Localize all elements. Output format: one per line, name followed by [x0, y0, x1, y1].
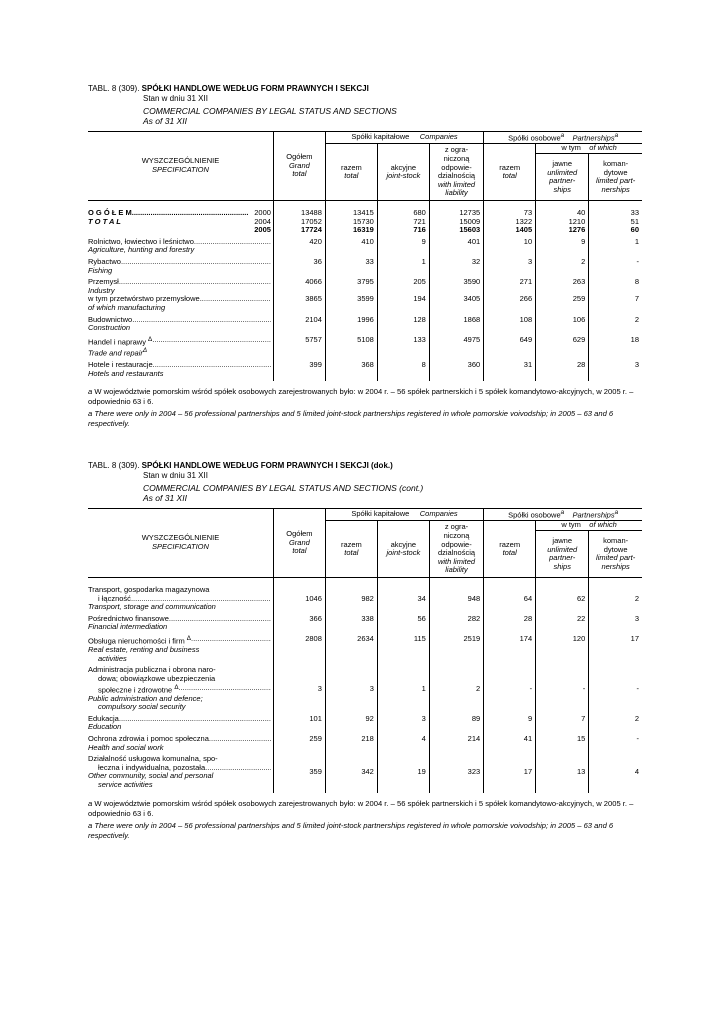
- table-cell: 2: [589, 712, 642, 732]
- table-cell: 108: [484, 313, 536, 333]
- row-label: Rybactwo ..... Fishing: [88, 255, 273, 275]
- table-cell: 62: [536, 586, 589, 612]
- year-label: 2000: [254, 208, 271, 218]
- table-cell: 266: [484, 295, 536, 312]
- table-row: [88, 752, 642, 789]
- table-cell: 263: [536, 275, 589, 295]
- table-cell: 41: [484, 732, 536, 752]
- table-cell: [589, 578, 642, 587]
- table-cell: 2: [536, 255, 589, 275]
- table-cell: 13488 17052 17724: [273, 209, 325, 235]
- row-label: Obsługa nieruchomości i firm $^\Delta$ ..... Real estate, renting and business activities: [88, 632, 273, 663]
- table-cell: [325, 378, 377, 381]
- unlimited-header: jawne unlimited partner- ships: [536, 154, 589, 201]
- table-cell: 948: [429, 586, 483, 612]
- of-which-header: w tym of which: [536, 521, 642, 531]
- table-cell: [273, 790, 325, 793]
- table-cell: [325, 790, 377, 793]
- table-cell: [377, 378, 429, 381]
- table-2-block: [88, 461, 642, 843]
- table-cell: [536, 378, 589, 381]
- table-cell: 32: [429, 255, 483, 275]
- table-row: [88, 663, 642, 711]
- table-cell: [273, 378, 325, 381]
- table-cell: 3: [589, 612, 642, 632]
- total-label: O G Ó Ł E M: [88, 208, 132, 218]
- table-cell: -: [589, 255, 642, 275]
- table-cell: 2: [589, 586, 642, 612]
- table-cell: 214: [429, 732, 483, 752]
- table-cell: 649: [484, 333, 536, 358]
- table-cell: 89: [429, 712, 483, 732]
- table-label: TABL. 8 (309).: [88, 461, 140, 470]
- limited-partnerships-header: koman- dytowe limited part- nerships: [589, 154, 642, 201]
- table-cell: 982: [325, 586, 377, 612]
- table-cell: 342: [325, 752, 377, 789]
- table-cell: 56: [377, 612, 429, 632]
- joint-stock-header: akcyjne joint-stock: [377, 144, 429, 201]
- table-row: [88, 255, 642, 275]
- table-cell: 120: [536, 632, 589, 663]
- table-subtitle: Stan w dniu 31 XII: [143, 94, 208, 103]
- table-row: [88, 732, 642, 752]
- table-cell: 410: [325, 235, 377, 255]
- table-cell: 10: [484, 235, 536, 255]
- row-label: Budownictwo ..... Construction: [88, 313, 273, 333]
- table-cell: 205: [377, 275, 429, 295]
- table-cell: 3: [377, 712, 429, 732]
- table-cell: 5108: [325, 333, 377, 358]
- row-label: Rolnictwo, łowiectwo i leśnictwo ..... Agriculture, hunting and forestry: [88, 235, 273, 255]
- table-cell: [536, 790, 589, 793]
- table-cell: 92: [325, 712, 377, 732]
- table-row: [88, 333, 642, 358]
- table-cell: 1: [377, 663, 429, 711]
- table-title-en: COMMERCIAL COMPANIES BY LEGAL STATUS AND SECTIONS (cont.): [143, 483, 424, 493]
- table-cell: 17: [589, 632, 642, 663]
- footnote-2: a W województwie pomorskim wśród spółek osobowych zarejestrowanych było: w 2004 r. – 56 spółek partnerskich i 5 spółek komandytowo-akcyjnych, w 2005 r. – odpowiednio 63 i 6. a There were only in 2004 – 56 professional partnerships and 5 limited joint-stock partnerships registered in whole pomorskie voivodship; in 2005 – 63 and 6 respectively.: [88, 798, 634, 840]
- table-cell: [589, 378, 642, 381]
- table-subtitle-en: As of 31 XII: [143, 493, 187, 503]
- table-cell: [589, 790, 642, 793]
- row-label: Transport, gospodarka magazynowa i łączność ..... Transport, storage and communication: [88, 586, 273, 612]
- table-cell: 3: [589, 358, 642, 378]
- table-cell: 420: [273, 235, 325, 255]
- table-cell: 3865: [273, 295, 325, 312]
- table-cell: 13: [536, 752, 589, 789]
- table-cell: -: [589, 663, 642, 711]
- table-cell: 1996: [325, 313, 377, 333]
- table-cell: 3: [273, 663, 325, 711]
- table-cell: [536, 578, 589, 587]
- table-cell: 12735 15009 15603: [429, 209, 483, 235]
- table-cell: 73 1322 1405: [484, 209, 536, 235]
- table-cell: 7: [589, 295, 642, 312]
- joint-stock-header: akcyjne joint-stock: [377, 521, 429, 578]
- row-label: Ochrona zdrowia i pomoc społeczna ..... Health and social work: [88, 732, 273, 752]
- spec-header: WYSZCZEGÓLNIENIE SPECIFICATION: [88, 132, 273, 201]
- table-cell: [484, 378, 536, 381]
- table-cell: 4: [589, 752, 642, 789]
- unlimited-header: jawne unlimited partner- ships: [536, 531, 589, 578]
- table-cell: 101: [273, 712, 325, 732]
- table-row: [88, 712, 642, 732]
- table-label: TABL. 8 (309).: [88, 84, 140, 93]
- table-cell: 3599: [325, 295, 377, 312]
- table-cell: 15: [536, 732, 589, 752]
- table-cell: [484, 790, 536, 793]
- table-cell: 4: [377, 732, 429, 752]
- companies-header: Spółki kapitałowe Companies: [325, 509, 483, 521]
- table-cell: 9: [536, 235, 589, 255]
- table-cell: 282: [429, 612, 483, 632]
- table-cell: 9: [484, 712, 536, 732]
- table-cell: 218: [325, 732, 377, 752]
- table-cell: 106: [536, 313, 589, 333]
- table-1-heading: [88, 84, 642, 126]
- partnerships-total-header: razem total: [484, 144, 536, 201]
- table-cell: 8: [589, 275, 642, 295]
- table-cell: 22: [536, 612, 589, 632]
- table-cell: 4066: [273, 275, 325, 295]
- table-cell: 36: [273, 255, 325, 275]
- table-cell: 368: [325, 358, 377, 378]
- row-label: Hotele i restauracje ..... Hotels and restaurants: [88, 358, 273, 378]
- table-cell: 360: [429, 358, 483, 378]
- data-table-1: [88, 131, 642, 381]
- table-row: [88, 235, 642, 255]
- table-cell: 1: [589, 235, 642, 255]
- table-cell: 31: [484, 358, 536, 378]
- table-1-block: [88, 84, 642, 431]
- table-header: [88, 132, 642, 201]
- table-cell: 174: [484, 632, 536, 663]
- limited-liability-header: z ogra- niczoną odpowie- dzialnością with limited liability: [429, 144, 483, 201]
- table-cell: 64: [484, 586, 536, 612]
- table-row-total: [88, 209, 642, 235]
- table-cell: 359: [273, 752, 325, 789]
- data-table-2: [88, 508, 642, 793]
- table-cell: -: [536, 663, 589, 711]
- table-cell: 680 721 716: [377, 209, 429, 235]
- table-cell: 3: [325, 663, 377, 711]
- table-cell: -: [484, 663, 536, 711]
- partnerships-header: Spółki osobowe$^a$ Partnerships$^a$: [484, 132, 642, 144]
- partnerships-total-header: razem total: [484, 521, 536, 578]
- table-cell: 18: [589, 333, 642, 358]
- year-label: 2005: [254, 225, 271, 235]
- table-cell: 1046: [273, 586, 325, 612]
- table-cell: [273, 578, 325, 587]
- table-cell: 2: [429, 663, 483, 711]
- table-row: [88, 632, 642, 663]
- limited-partnerships-header: koman- dytowe limited part- nerships: [589, 531, 642, 578]
- table-row: [88, 612, 642, 632]
- table-row: [88, 586, 642, 612]
- table-cell: 271: [484, 275, 536, 295]
- table-cell: 115: [377, 632, 429, 663]
- table-cell: 338: [325, 612, 377, 632]
- table-cell: 3590: [429, 275, 483, 295]
- table-cell: 33 51 60: [589, 209, 642, 235]
- partnerships-header: Spółki osobowe$^a$ Partnerships$^a$: [484, 509, 642, 521]
- footnote-1: a W województwie pomorskim wśród spółek osobowych zarejestrowanych było: w 2004 r. – 56 spółek partnerskich i 5 spółek komandytowo-akcyjnych, w 2005 r. – odpowiednio 63 i 6. a There were only in 2004 – 56 professional partnerships and 5 limited joint-stock partnerships registered in whole pomorskie voivodship; in 2005 – 63 and 6 respectively.: [88, 387, 634, 429]
- table-cell: 34: [377, 586, 429, 612]
- row-label: Edukacja ..... Education: [88, 712, 273, 732]
- row-label: Pośrednictwo finansowe ..... Financial intermediation: [88, 612, 273, 632]
- table-cell: 629: [536, 333, 589, 358]
- table-cell: 1868: [429, 313, 483, 333]
- table-cell: 133: [377, 333, 429, 358]
- table-cell: 323: [429, 752, 483, 789]
- table-cell: 259: [536, 295, 589, 312]
- table-cell: [377, 578, 429, 587]
- table-cell: 1: [377, 255, 429, 275]
- table-cell: 3: [484, 255, 536, 275]
- table-cell: [429, 578, 483, 587]
- table-cell: 194: [377, 295, 429, 312]
- table-cell: 33: [325, 255, 377, 275]
- table-cell: 40 1210 1276: [536, 209, 589, 235]
- limited-liability-header: z ogra- niczoną odpowie- dzialnością with limited liability: [429, 521, 483, 578]
- grand-total-header: Ogółem Grand total: [273, 509, 325, 578]
- row-label: Przemysł ..... Industry: [88, 275, 273, 295]
- table-row: [88, 295, 642, 312]
- year-label: 2004: [254, 216, 271, 226]
- table-cell: 3795: [325, 275, 377, 295]
- companies-total-header: razem total: [325, 521, 377, 578]
- table-cell: 2808: [273, 632, 325, 663]
- table-cell: 17: [484, 752, 536, 789]
- row-label: w tym przetwórstwo przemysłowe ..... of which manufacturing: [88, 295, 273, 312]
- table-cell: 13415 15730 16319: [325, 209, 377, 235]
- spec-header: WYSZCZEGÓLNIENIE SPECIFICATION: [88, 509, 273, 578]
- of-which-header: w tym of which: [536, 144, 642, 154]
- row-label: [88, 209, 273, 235]
- table-cell: [429, 378, 483, 381]
- table-title: SPÓŁKI HANDLOWE WEDŁUG FORM PRAWNYCH I SEKCJI (dok.): [141, 461, 393, 470]
- table-cell: 28: [484, 612, 536, 632]
- table-title-en: COMMERCIAL COMPANIES BY LEGAL STATUS AND SECTIONS: [143, 106, 397, 116]
- table-cell: [325, 578, 377, 587]
- table-cell: 28: [536, 358, 589, 378]
- companies-total-header: razem total: [325, 144, 377, 201]
- table-cell: 2519: [429, 632, 483, 663]
- grand-total-header: Ogółem Grand total: [273, 132, 325, 201]
- table-cell: 366: [273, 612, 325, 632]
- table-cell: 2104: [273, 313, 325, 333]
- table-cell: 2: [589, 313, 642, 333]
- table-cell: 5757: [273, 333, 325, 358]
- table-cell: 401: [429, 235, 483, 255]
- table-cell: -: [589, 732, 642, 752]
- row-label: Działalność usługowa komunalna, spo- łeczna i indywidualna, pozostała ..... Other community, social and personal service activities: [88, 752, 273, 789]
- table-cell: [377, 790, 429, 793]
- table-title: SPÓŁKI HANDLOWE WEDŁUG FORM PRAWNYCH I SEKCJI: [141, 84, 369, 93]
- companies-header: Spółki kapitałowe Companies: [325, 132, 483, 144]
- row-label: Handel i naprawy $^\Delta$ ..... Trade and repair$^\Delta$: [88, 333, 273, 358]
- table-cell: 3405: [429, 295, 483, 312]
- table-row: [88, 313, 642, 333]
- table-subtitle-en: As of 31 XII: [143, 116, 187, 126]
- table-cell: [429, 790, 483, 793]
- table-cell: 19: [377, 752, 429, 789]
- table-row: [88, 358, 642, 378]
- table-cell: 259: [273, 732, 325, 752]
- total-label-en: T O T A L: [88, 216, 121, 226]
- table-header: [88, 509, 642, 578]
- table-cell: 399: [273, 358, 325, 378]
- table-cell: [484, 578, 536, 587]
- table-subtitle: Stan w dniu 31 XII: [143, 471, 208, 480]
- table-cell: 9: [377, 235, 429, 255]
- table-cell: 8: [377, 358, 429, 378]
- row-label: Administracja publiczna i obrona naro- dowa; obowiązkowe ubezpieczenia społeczne i zdrowotne $^\Delta$ ..... Public administration and defence; compulsory social security: [88, 663, 273, 711]
- table-row: [88, 275, 642, 295]
- table-cell: 128: [377, 313, 429, 333]
- table-2-heading: [88, 461, 642, 503]
- table-cell: 7: [536, 712, 589, 732]
- table-cell: 4975: [429, 333, 483, 358]
- table-cell: 2634: [325, 632, 377, 663]
